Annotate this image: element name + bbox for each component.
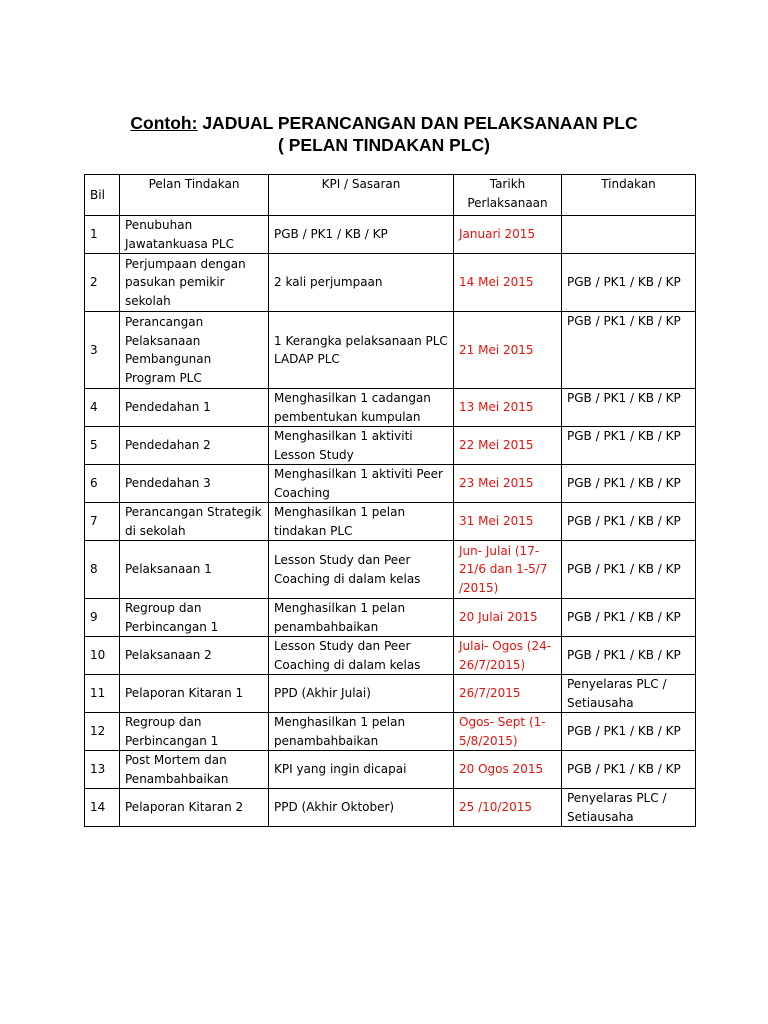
table-row (85, 389, 696, 427)
cell-bil: 9 (85, 599, 120, 637)
cell-pelan: Pelaksanaan 2 (120, 637, 269, 675)
cell-tindakan: PGB / PK1 / KB / KP (562, 751, 696, 789)
cell-tarikh: 26/7/2015 (454, 675, 562, 713)
cell-kpi: Menghasilkan 1 pelan tindakan PLC (269, 503, 454, 541)
cell-kpi-line-1: 1 Kerangka pelaksanaan PLC (274, 333, 448, 348)
cell-tindakan: PGB / PK1 / KB / KP (562, 465, 696, 503)
header-tarikh-perlaksanaan: Tarikh Perlaksanaan (454, 175, 562, 216)
header-bil: Bil (85, 175, 120, 216)
cell-bil: 4 (85, 389, 120, 427)
cell-tindakan: PGB / PK1 / KB / KP (562, 427, 696, 465)
cell-tindakan (562, 216, 696, 254)
cell-kpi: KPI yang ingin dicapai (269, 751, 454, 789)
cell-tarikh: Januari 2015 (454, 216, 562, 254)
document-title (0, 112, 768, 156)
cell-kpi: Menghasilkan 1 pelan penambahbaikan (269, 713, 454, 751)
cell-tarikh: 13 Mei 2015 (454, 389, 562, 427)
table-row (85, 465, 696, 503)
cell-tarikh: 25 /10/2015 (454, 789, 562, 827)
cell-bil: 12 (85, 713, 120, 751)
cell-pelan: Pelaksanaan 1 (120, 541, 269, 599)
cell-bil: 2 (85, 254, 120, 312)
cell-tarikh: Jun- Julai (17-21/6 dan 1-5/7 /2015) (454, 541, 562, 599)
cell-pelan: Regroup dan Perbincangan 1 (120, 713, 269, 751)
cell-tarikh: Julai- Ogos (24-26/7/2015) (454, 637, 562, 675)
cell-tindakan: PGB / PK1 / KB / KP (562, 637, 696, 675)
table-row (85, 751, 696, 789)
cell-tindakan: PGB / PK1 / KB / KP (562, 541, 696, 599)
cell-tarikh: 20 Julai 2015 (454, 599, 562, 637)
cell-bil: 11 (85, 675, 120, 713)
cell-pelan: Pendedahan 1 (120, 389, 269, 427)
cell-pelan: Pendedahan 2 (120, 427, 269, 465)
title-main: JADUAL PERANCANGAN DAN PELAKSANAAN PLC (202, 113, 638, 133)
cell-tindakan: PGB / PK1 / KB / KP (562, 312, 696, 389)
cell-bil: 13 (85, 751, 120, 789)
table-row (85, 713, 696, 751)
table-row (85, 254, 696, 312)
cell-tindakan: PGB / PK1 / KB / KP (562, 503, 696, 541)
header-pelan-tindakan: Pelan Tindakan (120, 175, 269, 216)
cell-bil: 6 (85, 465, 120, 503)
cell-kpi: Lesson Study dan Peer Coaching di dalam kelas (269, 637, 454, 675)
cell-kpi: Menghasilkan 1 aktiviti Lesson Study (269, 427, 454, 465)
title-prefix: Contoh: (130, 113, 198, 133)
cell-tindakan: PGB / PK1 / KB / KP (562, 713, 696, 751)
header-row (85, 175, 696, 216)
plc-action-plan-table (84, 174, 696, 827)
cell-bil: 7 (85, 503, 120, 541)
cell-kpi: PPD (Akhir Julai) (269, 675, 454, 713)
cell-tarikh: 21 Mei 2015 (454, 312, 562, 389)
table-row (85, 541, 696, 599)
cell-tindakan: Penyelaras PLC / Setiausaha (562, 789, 696, 827)
cell-bil: 3 (85, 312, 120, 389)
table-row (85, 427, 696, 465)
cell-kpi-line-2: LADAP PLC (274, 352, 340, 366)
cell-tindakan: PGB / PK1 / KB / KP (562, 599, 696, 637)
table-row (85, 216, 696, 254)
table-row (85, 503, 696, 541)
table-row (85, 312, 696, 389)
cell-kpi: Lesson Study dan Peer Coaching di dalam kelas (269, 541, 454, 599)
cell-kpi: PGB / PK1 / KB / KP (269, 216, 454, 254)
table-row (85, 675, 696, 713)
cell-pelan: Perancangan Strategik di sekolah (120, 503, 269, 541)
cell-tindakan: PGB / PK1 / KB / KP (562, 254, 696, 312)
cell-pelan: Perjumpaan dengan pasukan pemikir sekolah (120, 254, 269, 312)
cell-tindakan: PGB / PK1 / KB / KP (562, 389, 696, 427)
cell-pelan: Penubuhan Jawatankuasa PLC (120, 216, 269, 254)
cell-tindakan: Penyelaras PLC / Setiausaha (562, 675, 696, 713)
cell-bil: 1 (85, 216, 120, 254)
cell-pelan: Regroup dan Perbincangan 1 (120, 599, 269, 637)
cell-pelan: Pelaporan Kitaran 2 (120, 789, 269, 827)
cell-kpi: Menghasilkan 1 pelan penambahbaikan (269, 599, 454, 637)
cell-pelan: Pelaporan Kitaran 1 (120, 675, 269, 713)
cell-pelan: Perancangan Pelaksanaan Pembangunan Program PLC (120, 312, 269, 389)
cell-tarikh: 20 Ogos 2015 (454, 751, 562, 789)
table-row (85, 599, 696, 637)
cell-tarikh: 23 Mei 2015 (454, 465, 562, 503)
cell-kpi: PPD (Akhir Oktober) (269, 789, 454, 827)
cell-bil: 5 (85, 427, 120, 465)
cell-kpi: Menghasilkan 1 cadangan pembentukan kumpulan (269, 389, 454, 427)
cell-bil: 14 (85, 789, 120, 827)
cell-tarikh: Ogos- Sept (1-5/8/2015) (454, 713, 562, 751)
cell-pelan: Pendedahan 3 (120, 465, 269, 503)
cell-bil: 8 (85, 541, 120, 599)
table-row (85, 789, 696, 827)
cell-kpi: 2 kali perjumpaan (269, 254, 454, 312)
title-line-2: ( PELAN TINDAKAN PLC) (278, 135, 490, 155)
header-kpi-sasaran: KPI / Sasaran (269, 175, 454, 216)
cell-kpi (269, 312, 454, 389)
cell-tarikh: 22 Mei 2015 (454, 427, 562, 465)
cell-bil: 10 (85, 637, 120, 675)
header-tindakan: Tindakan (562, 175, 696, 216)
cell-pelan: Post Mortem dan Penambahbaikan (120, 751, 269, 789)
table-row (85, 637, 696, 675)
cell-tarikh: 31 Mei 2015 (454, 503, 562, 541)
cell-kpi: Menghasilkan 1 aktiviti Peer Coaching (269, 465, 454, 503)
title-line-1 (0, 112, 768, 134)
cell-tarikh: 14 Mei 2015 (454, 254, 562, 312)
